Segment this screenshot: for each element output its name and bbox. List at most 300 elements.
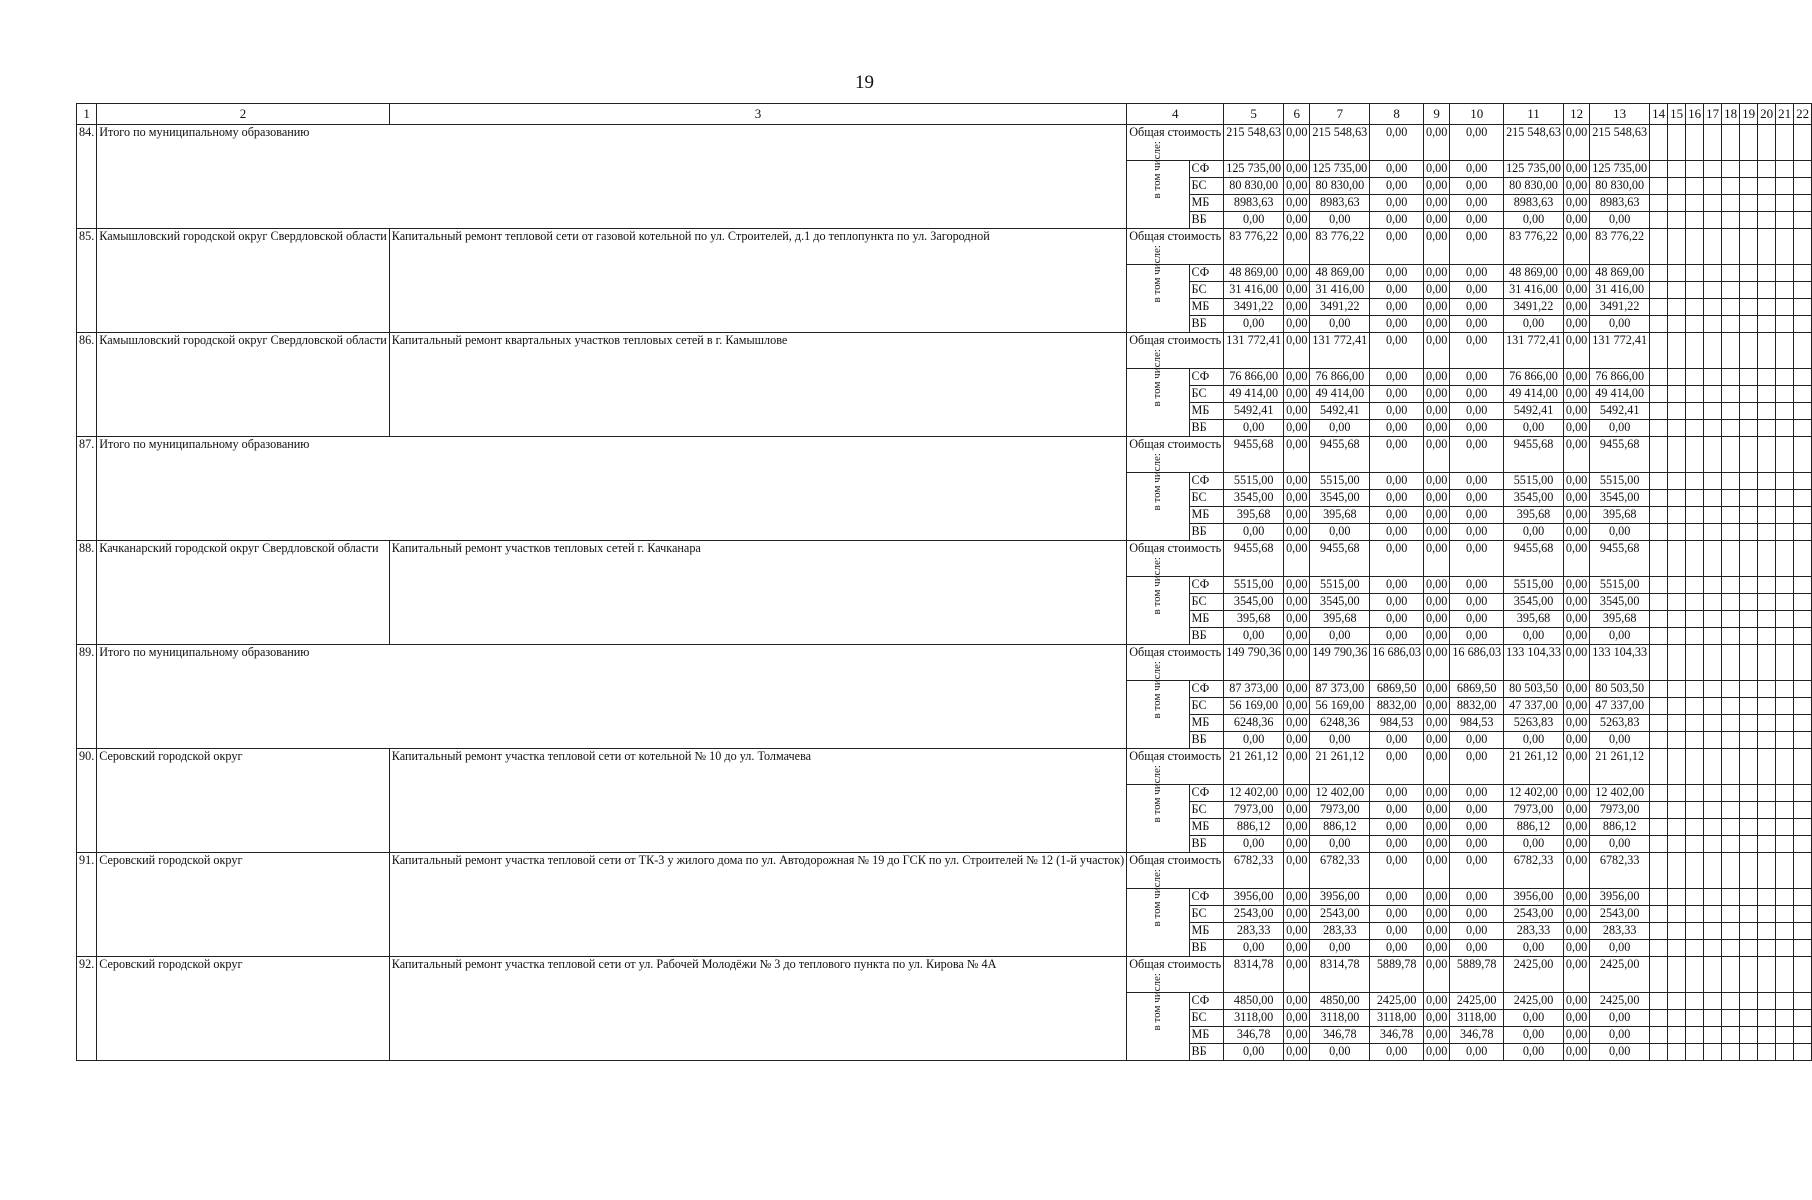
- value-cell: 31 416,00: [1504, 282, 1564, 299]
- empty-cell: [1758, 524, 1776, 541]
- empty-cell: [1668, 420, 1686, 437]
- empty-cell: [1668, 282, 1686, 299]
- empty-cell: [1722, 698, 1740, 715]
- empty-cell: [1704, 437, 1722, 473]
- total-cost-label: Общая стоимость: [1127, 853, 1224, 889]
- empty-cell: [1650, 403, 1668, 420]
- empty-cell: [1722, 316, 1740, 333]
- empty-cell: [1704, 698, 1722, 715]
- empty-cell: [1650, 125, 1668, 161]
- column-header: 17: [1704, 104, 1722, 125]
- value-cell: 346,78: [1310, 1027, 1370, 1044]
- empty-cell: [1704, 541, 1722, 577]
- object-description: Капитальный ремонт участка тепловой сети от ул. Рабочей Молодёжи № 3 до теплового пункта по ул. Кирова № 4А: [389, 957, 1126, 1061]
- total-value-cell: 0,00: [1450, 749, 1504, 785]
- value-cell: 0,00: [1424, 161, 1450, 178]
- empty-cell: [1722, 386, 1740, 403]
- total-value-cell: 9455,68: [1504, 541, 1564, 577]
- empty-cell: [1704, 369, 1722, 386]
- total-value-cell: 0,00: [1563, 541, 1589, 577]
- empty-cell: [1686, 420, 1704, 437]
- funding-source-code: ВБ: [1189, 212, 1224, 229]
- value-cell: 0,00: [1370, 889, 1424, 906]
- column-header: 13: [1590, 104, 1650, 125]
- total-value-cell: 149 790,36: [1224, 645, 1284, 681]
- funding-source-code: МБ: [1189, 403, 1224, 420]
- value-cell: 0,00: [1284, 889, 1310, 906]
- funding-source-code: ВБ: [1189, 524, 1224, 541]
- value-cell: 0,00: [1563, 819, 1589, 836]
- empty-cell: [1758, 473, 1776, 490]
- value-cell: 0,00: [1450, 178, 1504, 195]
- empty-cell: [1794, 785, 1812, 802]
- empty-cell: [1668, 1044, 1686, 1061]
- empty-cell: [1722, 473, 1740, 490]
- empty-cell: [1776, 282, 1794, 299]
- value-cell: 0,00: [1450, 819, 1504, 836]
- value-cell: 0,00: [1504, 212, 1564, 229]
- empty-cell: [1668, 628, 1686, 645]
- funding-source-code: МБ: [1189, 611, 1224, 628]
- empty-cell: [1776, 541, 1794, 577]
- empty-cell: [1650, 212, 1668, 229]
- total-value-cell: 0,00: [1424, 645, 1450, 681]
- including-text: в том числе:: [1151, 349, 1164, 407]
- total-value-cell: 0,00: [1450, 541, 1504, 577]
- value-cell: 0,00: [1284, 906, 1310, 923]
- empty-cell: [1740, 698, 1758, 715]
- total-value-cell: 0,00: [1370, 853, 1424, 889]
- value-cell: 0,00: [1370, 836, 1424, 853]
- empty-cell: [1794, 473, 1812, 490]
- empty-cell: [1668, 1010, 1686, 1027]
- empty-cell: [1740, 1027, 1758, 1044]
- funding-source-code: ВБ: [1189, 732, 1224, 749]
- empty-cell: [1650, 594, 1668, 611]
- row-number: 91.: [77, 853, 97, 957]
- empty-cell: [1668, 698, 1686, 715]
- empty-cell: [1704, 940, 1722, 957]
- empty-cell: [1758, 732, 1776, 749]
- value-cell: 0,00: [1590, 836, 1650, 853]
- row-number: 84.: [77, 125, 97, 229]
- value-cell: 0,00: [1424, 940, 1450, 957]
- total-value-cell: 0,00: [1450, 229, 1504, 265]
- total-value-cell: 0,00: [1563, 645, 1589, 681]
- empty-cell: [1704, 490, 1722, 507]
- empty-cell: [1722, 125, 1740, 161]
- value-cell: 80 830,00: [1504, 178, 1564, 195]
- empty-cell: [1704, 507, 1722, 524]
- empty-cell: [1776, 507, 1794, 524]
- total-value-cell: 0,00: [1563, 957, 1589, 993]
- value-cell: 0,00: [1370, 940, 1424, 957]
- empty-cell: [1740, 437, 1758, 473]
- total-value-cell: 0,00: [1424, 437, 1450, 473]
- value-cell: 0,00: [1563, 732, 1589, 749]
- empty-cell: [1794, 403, 1812, 420]
- empty-cell: [1668, 819, 1686, 836]
- total-value-cell: 21 261,12: [1504, 749, 1564, 785]
- value-cell: 0,00: [1563, 889, 1589, 906]
- empty-cell: [1776, 993, 1794, 1010]
- empty-cell: [1650, 1027, 1668, 1044]
- value-cell: 0,00: [1424, 473, 1450, 490]
- value-cell: 47 337,00: [1504, 698, 1564, 715]
- including-text: в том числе:: [1151, 661, 1164, 719]
- empty-cell: [1794, 1010, 1812, 1027]
- value-cell: 0,00: [1284, 507, 1310, 524]
- funding-source-code: СФ: [1189, 785, 1224, 802]
- row-number: 90.: [77, 749, 97, 853]
- empty-cell: [1668, 125, 1686, 161]
- empty-cell: [1722, 369, 1740, 386]
- total-value-cell: 2425,00: [1504, 957, 1564, 993]
- value-cell: 3545,00: [1504, 490, 1564, 507]
- value-cell: 2543,00: [1590, 906, 1650, 923]
- empty-cell: [1722, 507, 1740, 524]
- value-cell: 0,00: [1563, 802, 1589, 819]
- empty-cell: [1668, 229, 1686, 265]
- empty-cell: [1776, 212, 1794, 229]
- funding-source-code: БС: [1189, 1010, 1224, 1027]
- empty-cell: [1704, 178, 1722, 195]
- value-cell: 0,00: [1450, 420, 1504, 437]
- municipality-total-label: Итого по муниципальному образованию: [97, 437, 1127, 541]
- empty-cell: [1740, 715, 1758, 732]
- value-cell: 0,00: [1590, 732, 1650, 749]
- value-cell: 2425,00: [1504, 993, 1564, 1010]
- value-cell: 0,00: [1504, 628, 1564, 645]
- value-cell: 0,00: [1370, 628, 1424, 645]
- empty-cell: [1740, 403, 1758, 420]
- empty-cell: [1722, 265, 1740, 282]
- row-number: 85.: [77, 229, 97, 333]
- empty-cell: [1722, 437, 1740, 473]
- empty-cell: [1686, 161, 1704, 178]
- empty-cell: [1794, 161, 1812, 178]
- value-cell: 5515,00: [1224, 473, 1284, 490]
- empty-cell: [1704, 889, 1722, 906]
- value-cell: 5515,00: [1590, 473, 1650, 490]
- empty-cell: [1686, 645, 1704, 681]
- empty-cell: [1776, 403, 1794, 420]
- empty-cell: [1650, 853, 1668, 889]
- value-cell: 0,00: [1450, 1044, 1504, 1061]
- value-cell: 0,00: [1563, 265, 1589, 282]
- value-cell: 0,00: [1424, 785, 1450, 802]
- value-cell: 0,00: [1450, 386, 1504, 403]
- value-cell: 0,00: [1370, 524, 1424, 541]
- empty-cell: [1758, 853, 1776, 889]
- empty-cell: [1794, 369, 1812, 386]
- column-header: 7: [1310, 104, 1370, 125]
- value-cell: 0,00: [1284, 681, 1310, 698]
- table-row: [77, 541, 1812, 577]
- total-cost-label: Общая стоимость: [1127, 645, 1224, 681]
- municipality-name: Серовский городской округ: [97, 853, 390, 957]
- including-label: [1127, 661, 1189, 749]
- empty-cell: [1740, 940, 1758, 957]
- empty-cell: [1758, 645, 1776, 681]
- value-cell: 0,00: [1563, 507, 1589, 524]
- value-cell: 0,00: [1563, 628, 1589, 645]
- including-label: [1127, 557, 1189, 645]
- empty-cell: [1650, 889, 1668, 906]
- empty-cell: [1668, 178, 1686, 195]
- value-cell: 3491,22: [1590, 299, 1650, 316]
- empty-cell: [1740, 749, 1758, 785]
- empty-cell: [1794, 386, 1812, 403]
- value-cell: 283,33: [1310, 923, 1370, 940]
- funding-source-code: БС: [1189, 282, 1224, 299]
- value-cell: 3545,00: [1310, 490, 1370, 507]
- value-cell: 0,00: [1450, 785, 1504, 802]
- value-cell: 0,00: [1563, 715, 1589, 732]
- value-cell: 7973,00: [1224, 802, 1284, 819]
- empty-cell: [1722, 333, 1740, 369]
- municipality-name: Камышловский городской округ Свердловской области: [97, 229, 390, 333]
- value-cell: 0,00: [1450, 369, 1504, 386]
- value-cell: 31 416,00: [1224, 282, 1284, 299]
- empty-cell: [1776, 819, 1794, 836]
- value-cell: 984,53: [1370, 715, 1424, 732]
- value-cell: 8983,63: [1310, 195, 1370, 212]
- empty-cell: [1758, 906, 1776, 923]
- value-cell: 346,78: [1450, 1027, 1504, 1044]
- value-cell: 0,00: [1370, 282, 1424, 299]
- empty-cell: [1740, 889, 1758, 906]
- value-cell: 0,00: [1310, 732, 1370, 749]
- empty-cell: [1758, 940, 1776, 957]
- total-value-cell: 0,00: [1450, 125, 1504, 161]
- value-cell: 0,00: [1450, 923, 1504, 940]
- empty-cell: [1668, 715, 1686, 732]
- empty-cell: [1740, 265, 1758, 282]
- column-header: 20: [1758, 104, 1776, 125]
- value-cell: 7973,00: [1504, 802, 1564, 819]
- empty-cell: [1704, 282, 1722, 299]
- value-cell: 0,00: [1563, 698, 1589, 715]
- value-cell: 0,00: [1424, 577, 1450, 594]
- empty-cell: [1668, 785, 1686, 802]
- empty-cell: [1740, 802, 1758, 819]
- value-cell: 0,00: [1310, 524, 1370, 541]
- value-cell: 0,00: [1450, 195, 1504, 212]
- total-value-cell: 83 776,22: [1224, 229, 1284, 265]
- value-cell: 0,00: [1424, 1044, 1450, 1061]
- empty-cell: [1704, 1010, 1722, 1027]
- value-cell: 12 402,00: [1504, 785, 1564, 802]
- value-cell: 6869,50: [1450, 681, 1504, 698]
- value-cell: 56 169,00: [1310, 698, 1370, 715]
- empty-cell: [1740, 490, 1758, 507]
- value-cell: 0,00: [1224, 836, 1284, 853]
- value-cell: 2425,00: [1590, 993, 1650, 1010]
- empty-cell: [1722, 541, 1740, 577]
- empty-cell: [1776, 229, 1794, 265]
- empty-cell: [1650, 957, 1668, 993]
- empty-cell: [1650, 1044, 1668, 1061]
- value-cell: 0,00: [1424, 195, 1450, 212]
- empty-cell: [1776, 889, 1794, 906]
- empty-cell: [1776, 802, 1794, 819]
- funding-source-code: БС: [1189, 594, 1224, 611]
- including-text: в том числе:: [1151, 765, 1164, 823]
- value-cell: 395,68: [1504, 611, 1564, 628]
- including-text: в том числе:: [1151, 453, 1164, 511]
- total-value-cell: 16 686,03: [1450, 645, 1504, 681]
- value-cell: 0,00: [1563, 420, 1589, 437]
- total-value-cell: 0,00: [1563, 333, 1589, 369]
- funding-source-code: СФ: [1189, 993, 1224, 1010]
- empty-cell: [1758, 923, 1776, 940]
- empty-cell: [1704, 195, 1722, 212]
- empty-cell: [1686, 490, 1704, 507]
- value-cell: 0,00: [1450, 299, 1504, 316]
- value-cell: 395,68: [1590, 611, 1650, 628]
- value-cell: 0,00: [1450, 889, 1504, 906]
- value-cell: 0,00: [1563, 1010, 1589, 1027]
- total-value-cell: 0,00: [1563, 437, 1589, 473]
- total-value-cell: 9455,68: [1224, 437, 1284, 473]
- total-cost-label: Общая стоимость: [1127, 333, 1224, 369]
- total-value-cell: 0,00: [1370, 125, 1424, 161]
- total-value-cell: 131 772,41: [1590, 333, 1650, 369]
- empty-cell: [1740, 732, 1758, 749]
- value-cell: 0,00: [1224, 940, 1284, 957]
- empty-cell: [1740, 524, 1758, 541]
- value-cell: 3956,00: [1310, 889, 1370, 906]
- empty-cell: [1722, 577, 1740, 594]
- including-label: [1127, 453, 1189, 541]
- value-cell: 0,00: [1424, 524, 1450, 541]
- empty-cell: [1650, 940, 1668, 957]
- empty-cell: [1740, 957, 1758, 993]
- empty-cell: [1686, 957, 1704, 993]
- value-cell: 0,00: [1310, 212, 1370, 229]
- municipality-total-label: Итого по муниципальному образованию: [97, 645, 1127, 749]
- total-value-cell: 0,00: [1424, 853, 1450, 889]
- value-cell: 0,00: [1424, 611, 1450, 628]
- value-cell: 8832,00: [1450, 698, 1504, 715]
- including-label: [1127, 765, 1189, 853]
- total-value-cell: 0,00: [1424, 541, 1450, 577]
- table-row: [77, 853, 1812, 889]
- empty-cell: [1758, 993, 1776, 1010]
- empty-cell: [1722, 1044, 1740, 1061]
- value-cell: 0,00: [1590, 940, 1650, 957]
- value-cell: 80 503,50: [1590, 681, 1650, 698]
- empty-cell: [1776, 715, 1794, 732]
- column-header: 3: [389, 104, 1126, 125]
- total-value-cell: 0,00: [1563, 749, 1589, 785]
- empty-cell: [1758, 836, 1776, 853]
- value-cell: 0,00: [1284, 594, 1310, 611]
- empty-cell: [1776, 681, 1794, 698]
- value-cell: 0,00: [1370, 473, 1424, 490]
- empty-cell: [1722, 836, 1740, 853]
- empty-cell: [1740, 1010, 1758, 1027]
- municipality-name: Серовский городской округ: [97, 749, 390, 853]
- funding-source-code: БС: [1189, 178, 1224, 195]
- empty-cell: [1650, 333, 1668, 369]
- value-cell: 49 414,00: [1504, 386, 1564, 403]
- value-cell: 80 830,00: [1224, 178, 1284, 195]
- column-header: 14: [1650, 104, 1668, 125]
- value-cell: 0,00: [1284, 1010, 1310, 1027]
- empty-cell: [1758, 333, 1776, 369]
- value-cell: 8832,00: [1370, 698, 1424, 715]
- empty-cell: [1686, 316, 1704, 333]
- value-cell: 0,00: [1370, 161, 1424, 178]
- value-cell: 0,00: [1450, 282, 1504, 299]
- value-cell: 0,00: [1370, 785, 1424, 802]
- empty-cell: [1776, 594, 1794, 611]
- empty-cell: [1704, 403, 1722, 420]
- value-cell: 3956,00: [1590, 889, 1650, 906]
- value-cell: 0,00: [1424, 490, 1450, 507]
- value-cell: 0,00: [1563, 993, 1589, 1010]
- total-value-cell: 16 686,03: [1370, 645, 1424, 681]
- value-cell: 0,00: [1284, 1027, 1310, 1044]
- row-number: 87.: [77, 437, 97, 541]
- total-value-cell: 131 772,41: [1310, 333, 1370, 369]
- value-cell: 125 735,00: [1224, 161, 1284, 178]
- total-value-cell: 9455,68: [1590, 541, 1650, 577]
- value-cell: 12 402,00: [1590, 785, 1650, 802]
- funding-source-code: ВБ: [1189, 836, 1224, 853]
- value-cell: 0,00: [1370, 386, 1424, 403]
- empty-cell: [1794, 836, 1812, 853]
- value-cell: 0,00: [1424, 923, 1450, 940]
- empty-cell: [1740, 333, 1758, 369]
- empty-cell: [1686, 594, 1704, 611]
- empty-cell: [1758, 785, 1776, 802]
- empty-cell: [1650, 437, 1668, 473]
- empty-cell: [1704, 125, 1722, 161]
- empty-cell: [1668, 611, 1686, 628]
- value-cell: 395,68: [1310, 507, 1370, 524]
- value-cell: 0,00: [1563, 490, 1589, 507]
- value-cell: 0,00: [1504, 1010, 1564, 1027]
- funding-source-code: ВБ: [1189, 940, 1224, 957]
- total-value-cell: 21 261,12: [1224, 749, 1284, 785]
- empty-cell: [1668, 681, 1686, 698]
- total-value-cell: 9455,68: [1590, 437, 1650, 473]
- total-value-cell: 5889,78: [1450, 957, 1504, 993]
- empty-cell: [1722, 611, 1740, 628]
- value-cell: 3491,22: [1224, 299, 1284, 316]
- empty-cell: [1668, 940, 1686, 957]
- empty-cell: [1794, 524, 1812, 541]
- total-value-cell: 0,00: [1284, 749, 1310, 785]
- column-header: 19: [1740, 104, 1758, 125]
- empty-cell: [1686, 819, 1704, 836]
- total-value-cell: 0,00: [1284, 541, 1310, 577]
- empty-cell: [1722, 957, 1740, 993]
- value-cell: 395,68: [1504, 507, 1564, 524]
- total-value-cell: 8314,78: [1224, 957, 1284, 993]
- including-label: [1127, 245, 1189, 333]
- value-cell: 0,00: [1563, 611, 1589, 628]
- empty-cell: [1668, 195, 1686, 212]
- empty-cell: [1776, 836, 1794, 853]
- value-cell: 283,33: [1504, 923, 1564, 940]
- empty-cell: [1794, 437, 1812, 473]
- empty-cell: [1704, 1027, 1722, 1044]
- value-cell: 0,00: [1370, 1044, 1424, 1061]
